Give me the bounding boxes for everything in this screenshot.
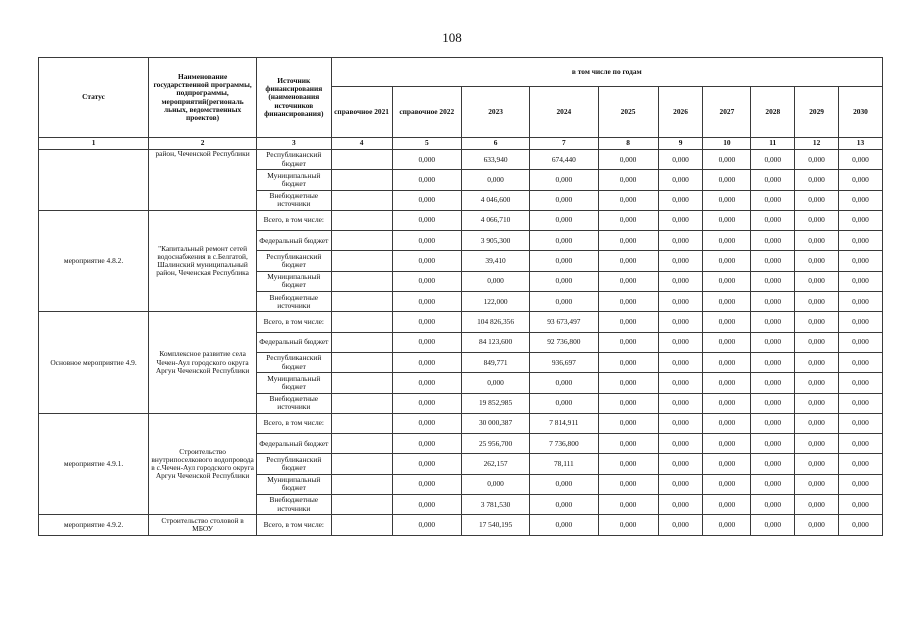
- value-cell: 0,000: [838, 515, 882, 535]
- value-cell: 0,000: [658, 312, 703, 332]
- value-cell: 0,000: [392, 352, 461, 372]
- value-cell: 7 736,800: [530, 434, 598, 454]
- value-cell: 0,000: [658, 515, 703, 535]
- value-cell: 0,000: [658, 413, 703, 433]
- value-cell: 0,000: [795, 312, 839, 332]
- table-body: [39, 150, 883, 536]
- column-number: 8: [598, 138, 658, 150]
- source-cell: Республиканский бюджет: [257, 352, 331, 372]
- value-cell: 0,000: [392, 231, 461, 251]
- value-cell: 0,000: [598, 352, 658, 372]
- value-cell: 0,000: [838, 150, 882, 170]
- value-cell: 0,000: [751, 393, 795, 413]
- value-cell: 0,000: [392, 454, 461, 474]
- source-cell: Внебюджетные источники: [257, 190, 331, 210]
- value-cell: 0,000: [392, 190, 461, 210]
- value-cell: 0,000: [461, 170, 529, 190]
- value-cell: 0,000: [530, 170, 598, 190]
- value-cell: 0,000: [530, 231, 598, 251]
- source-cell: Всего, в том числе:: [257, 210, 331, 230]
- value-cell: [331, 474, 392, 494]
- source-cell: Федеральный бюджет: [257, 434, 331, 454]
- header-program-name: Наименование государственной программы, подпрограммы, мероприятий(региональ льных, ведомственных проектов): [149, 58, 257, 138]
- value-cell: 17 540,195: [461, 515, 529, 535]
- value-cell: 0,000: [658, 332, 703, 352]
- value-cell: 0,000: [392, 332, 461, 352]
- value-cell: 0,000: [598, 170, 658, 190]
- value-cell: 0,000: [838, 190, 882, 210]
- header-year: 2025: [598, 87, 658, 138]
- value-cell: 0,000: [598, 190, 658, 210]
- value-cell: 0,000: [598, 454, 658, 474]
- value-cell: 0,000: [795, 413, 839, 433]
- source-cell: Республиканский бюджет: [257, 150, 331, 170]
- value-cell: 0,000: [598, 210, 658, 230]
- value-cell: 0,000: [751, 190, 795, 210]
- value-cell: 0,000: [658, 474, 703, 494]
- value-cell: 4 046,600: [461, 190, 529, 210]
- header-year: справочное 2021: [331, 87, 392, 138]
- table-row: [39, 150, 883, 170]
- value-cell: 0,000: [598, 332, 658, 352]
- value-cell: 0,000: [392, 434, 461, 454]
- value-cell: 0,000: [703, 271, 751, 291]
- value-cell: 0,000: [461, 373, 529, 393]
- value-cell: 0,000: [751, 515, 795, 535]
- value-cell: 0,000: [658, 271, 703, 291]
- source-cell: Внебюджетные источники: [257, 393, 331, 413]
- value-cell: 0,000: [838, 210, 882, 230]
- value-cell: 0,000: [795, 292, 839, 312]
- value-cell: 0,000: [751, 210, 795, 230]
- value-cell: 0,000: [658, 434, 703, 454]
- value-cell: 0,000: [530, 210, 598, 230]
- value-cell: 0,000: [703, 373, 751, 393]
- value-cell: 0,000: [751, 332, 795, 352]
- value-cell: 0,000: [598, 271, 658, 291]
- value-cell: 0,000: [703, 393, 751, 413]
- value-cell: 0,000: [838, 251, 882, 271]
- value-cell: 0,000: [703, 292, 751, 312]
- table-row: [39, 312, 883, 332]
- value-cell: [331, 150, 392, 170]
- value-cell: 0,000: [598, 292, 658, 312]
- column-number: 7: [530, 138, 598, 150]
- value-cell: 0,000: [838, 292, 882, 312]
- value-cell: 0,000: [392, 495, 461, 515]
- header-by-years: в том числе по годам: [331, 58, 883, 87]
- column-number: 13: [838, 138, 882, 150]
- value-cell: 3 905,300: [461, 231, 529, 251]
- value-cell: 0,000: [658, 251, 703, 271]
- value-cell: 0,000: [703, 454, 751, 474]
- value-cell: 0,000: [392, 312, 461, 332]
- value-cell: 0,000: [795, 352, 839, 372]
- value-cell: 0,000: [598, 373, 658, 393]
- value-cell: 0,000: [598, 312, 658, 332]
- value-cell: 0,000: [598, 515, 658, 535]
- value-cell: 0,000: [658, 190, 703, 210]
- program-name-cell: Строительство столовой в МБОУ: [149, 515, 257, 535]
- header-source: Источник финансирования (наименования источников финансирования): [257, 58, 331, 138]
- value-cell: 0,000: [392, 251, 461, 271]
- value-cell: 0,000: [795, 393, 839, 413]
- value-cell: 0,000: [795, 332, 839, 352]
- value-cell: 78,111: [530, 454, 598, 474]
- status-cell: мероприятие 4.9.1.: [39, 413, 149, 514]
- value-cell: 0,000: [838, 231, 882, 251]
- value-cell: 0,000: [530, 271, 598, 291]
- column-number: 11: [751, 138, 795, 150]
- value-cell: [331, 515, 392, 535]
- page-number: 108: [442, 30, 462, 45]
- value-cell: 0,000: [838, 434, 882, 454]
- status-cell: мероприятие 4.9.2.: [39, 515, 149, 535]
- value-cell: 0,000: [598, 231, 658, 251]
- value-cell: 0,000: [751, 352, 795, 372]
- value-cell: 0,000: [703, 251, 751, 271]
- value-cell: 0,000: [598, 495, 658, 515]
- value-cell: [331, 210, 392, 230]
- value-cell: 0,000: [751, 434, 795, 454]
- value-cell: 849,771: [461, 352, 529, 372]
- table-row: [39, 210, 883, 230]
- value-cell: 0,000: [838, 413, 882, 433]
- source-cell: Всего, в том числе:: [257, 413, 331, 433]
- value-cell: 0,000: [751, 474, 795, 494]
- value-cell: 0,000: [795, 251, 839, 271]
- value-cell: 0,000: [530, 474, 598, 494]
- value-cell: 0,000: [392, 373, 461, 393]
- column-number: 10: [703, 138, 751, 150]
- header-status: Статус: [39, 58, 149, 138]
- value-cell: 0,000: [795, 170, 839, 190]
- value-cell: 0,000: [392, 150, 461, 170]
- value-cell: [331, 393, 392, 413]
- value-cell: [331, 332, 392, 352]
- source-cell: Республиканский бюджет: [257, 454, 331, 474]
- value-cell: 0,000: [703, 150, 751, 170]
- value-cell: 0,000: [392, 515, 461, 535]
- header-year: 2029: [795, 87, 839, 138]
- source-cell: Внебюджетные источники: [257, 495, 331, 515]
- value-cell: 0,000: [703, 352, 751, 372]
- value-cell: [331, 373, 392, 393]
- value-cell: [331, 413, 392, 433]
- source-cell: Всего, в том числе:: [257, 515, 331, 535]
- source-cell: Муниципальный бюджет: [257, 170, 331, 190]
- value-cell: [331, 190, 392, 210]
- value-cell: 0,000: [795, 495, 839, 515]
- value-cell: [331, 170, 392, 190]
- value-cell: 0,000: [598, 474, 658, 494]
- value-cell: 25 956,700: [461, 434, 529, 454]
- value-cell: 93 673,497: [530, 312, 598, 332]
- value-cell: 0,000: [392, 413, 461, 433]
- value-cell: 0,000: [795, 434, 839, 454]
- value-cell: 92 736,800: [530, 332, 598, 352]
- header-year: 2030: [838, 87, 882, 138]
- column-number: 4: [331, 138, 392, 150]
- value-cell: [331, 352, 392, 372]
- value-cell: 0,000: [838, 352, 882, 372]
- value-cell: 0,000: [795, 454, 839, 474]
- value-cell: 0,000: [598, 251, 658, 271]
- value-cell: 0,000: [751, 170, 795, 190]
- value-cell: 0,000: [530, 251, 598, 271]
- value-cell: 0,000: [838, 271, 882, 291]
- column-number: 5: [392, 138, 461, 150]
- value-cell: 0,000: [751, 150, 795, 170]
- header-year: справочное 2022: [392, 87, 461, 138]
- program-name-cell: Строительство внутрипоселкового водопровода в с.Чечен-Аул городского округа Аргун Чеченской Республики: [149, 413, 257, 514]
- value-cell: 0,000: [703, 434, 751, 454]
- table-row: [39, 515, 883, 535]
- budget-table: [38, 57, 883, 536]
- program-name-cell: Комплексное развитие села Чечен-Аул городского округа Аргун Чеченской Республики: [149, 312, 257, 413]
- value-cell: 0,000: [658, 454, 703, 474]
- value-cell: 0,000: [795, 231, 839, 251]
- value-cell: 0,000: [751, 413, 795, 433]
- value-cell: 674,440: [530, 150, 598, 170]
- column-number: 6: [461, 138, 529, 150]
- value-cell: [331, 434, 392, 454]
- value-cell: 0,000: [658, 373, 703, 393]
- value-cell: 30 000,387: [461, 413, 529, 433]
- value-cell: [331, 231, 392, 251]
- value-cell: 4 066,710: [461, 210, 529, 230]
- source-cell: Всего, в том числе:: [257, 312, 331, 332]
- value-cell: 0,000: [703, 474, 751, 494]
- value-cell: 0,000: [703, 413, 751, 433]
- value-cell: 0,000: [658, 210, 703, 230]
- value-cell: 0,000: [392, 170, 461, 190]
- value-cell: 0,000: [703, 332, 751, 352]
- value-cell: 0,000: [751, 373, 795, 393]
- value-cell: 0,000: [838, 495, 882, 515]
- value-cell: 0,000: [530, 190, 598, 210]
- column-number: 3: [257, 138, 331, 150]
- status-cell: мероприятие 4.8.2.: [39, 210, 149, 311]
- value-cell: 0,000: [795, 190, 839, 210]
- value-cell: 0,000: [658, 393, 703, 413]
- source-cell: Республиканский бюджет: [257, 251, 331, 271]
- value-cell: 0,000: [703, 515, 751, 535]
- value-cell: 0,000: [838, 474, 882, 494]
- value-cell: 0,000: [658, 352, 703, 372]
- source-cell: Муниципальный бюджет: [257, 271, 331, 291]
- header-year: 2027: [703, 87, 751, 138]
- value-cell: 0,000: [703, 231, 751, 251]
- value-cell: 0,000: [703, 170, 751, 190]
- value-cell: 0,000: [751, 231, 795, 251]
- value-cell: [331, 271, 392, 291]
- source-cell: Внебюджетные источники: [257, 292, 331, 312]
- value-cell: 19 852,985: [461, 393, 529, 413]
- value-cell: 84 123,600: [461, 332, 529, 352]
- table-row: [39, 413, 883, 433]
- value-cell: [331, 495, 392, 515]
- value-cell: 0,000: [795, 210, 839, 230]
- value-cell: 0,000: [795, 474, 839, 494]
- value-cell: 0,000: [795, 271, 839, 291]
- column-number: 12: [795, 138, 839, 150]
- value-cell: 0,000: [838, 393, 882, 413]
- column-number: 1: [39, 138, 149, 150]
- source-cell: Муниципальный бюджет: [257, 373, 331, 393]
- value-cell: 0,000: [658, 495, 703, 515]
- status-cell: Основное мероприятие 4.9.: [39, 312, 149, 413]
- value-cell: 0,000: [598, 413, 658, 433]
- value-cell: 3 781,530: [461, 495, 529, 515]
- column-numbers-row: [39, 138, 883, 150]
- value-cell: 0,000: [795, 515, 839, 535]
- header-year: 2023: [461, 87, 529, 138]
- value-cell: 0,000: [530, 393, 598, 413]
- value-cell: 0,000: [795, 150, 839, 170]
- value-cell: 0,000: [751, 292, 795, 312]
- value-cell: 0,000: [530, 515, 598, 535]
- header-year: 2024: [530, 87, 598, 138]
- value-cell: 0,000: [461, 271, 529, 291]
- column-number: 2: [149, 138, 257, 150]
- value-cell: 0,000: [751, 495, 795, 515]
- header-row: [39, 58, 883, 87]
- status-cell: [39, 150, 149, 211]
- value-cell: 0,000: [392, 210, 461, 230]
- source-cell: Федеральный бюджет: [257, 231, 331, 251]
- value-cell: 0,000: [838, 170, 882, 190]
- value-cell: 0,000: [658, 231, 703, 251]
- value-cell: 0,000: [598, 434, 658, 454]
- value-cell: 0,000: [530, 373, 598, 393]
- value-cell: 633,940: [461, 150, 529, 170]
- value-cell: 936,697: [530, 352, 598, 372]
- value-cell: [331, 292, 392, 312]
- value-cell: 0,000: [751, 271, 795, 291]
- value-cell: 0,000: [703, 312, 751, 332]
- program-name-cell: район, Чеченской Республики: [149, 150, 257, 211]
- value-cell: 0,000: [658, 292, 703, 312]
- value-cell: 0,000: [838, 454, 882, 474]
- value-cell: 0,000: [703, 190, 751, 210]
- value-cell: 0,000: [658, 150, 703, 170]
- value-cell: 0,000: [658, 170, 703, 190]
- header-year: 2028: [751, 87, 795, 138]
- value-cell: 0,000: [392, 474, 461, 494]
- value-cell: 0,000: [392, 271, 461, 291]
- value-cell: 0,000: [392, 393, 461, 413]
- value-cell: 0,000: [703, 210, 751, 230]
- value-cell: 122,000: [461, 292, 529, 312]
- source-cell: Федеральный бюджет: [257, 332, 331, 352]
- value-cell: 0,000: [838, 312, 882, 332]
- value-cell: 104 826,356: [461, 312, 529, 332]
- value-cell: 39,410: [461, 251, 529, 271]
- value-cell: [331, 454, 392, 474]
- value-cell: 7 814,911: [530, 413, 598, 433]
- value-cell: 0,000: [751, 454, 795, 474]
- value-cell: 0,000: [598, 150, 658, 170]
- value-cell: [331, 251, 392, 271]
- column-number: 9: [658, 138, 703, 150]
- value-cell: [331, 312, 392, 332]
- value-cell: 0,000: [751, 312, 795, 332]
- value-cell: 262,157: [461, 454, 529, 474]
- header-year: 2026: [658, 87, 703, 138]
- program-name-cell: "Капитальный ремонт сетей водоснабжения в с.Белгатой, Шалинский муниципальный район, Чеченская Республика: [149, 210, 257, 311]
- value-cell: 0,000: [838, 332, 882, 352]
- source-cell: Муниципальный бюджет: [257, 474, 331, 494]
- value-cell: 0,000: [461, 474, 529, 494]
- value-cell: 0,000: [530, 495, 598, 515]
- value-cell: 0,000: [795, 373, 839, 393]
- value-cell: 0,000: [530, 292, 598, 312]
- value-cell: 0,000: [598, 393, 658, 413]
- value-cell: 0,000: [703, 495, 751, 515]
- value-cell: 0,000: [838, 373, 882, 393]
- value-cell: 0,000: [751, 251, 795, 271]
- value-cell: 0,000: [392, 292, 461, 312]
